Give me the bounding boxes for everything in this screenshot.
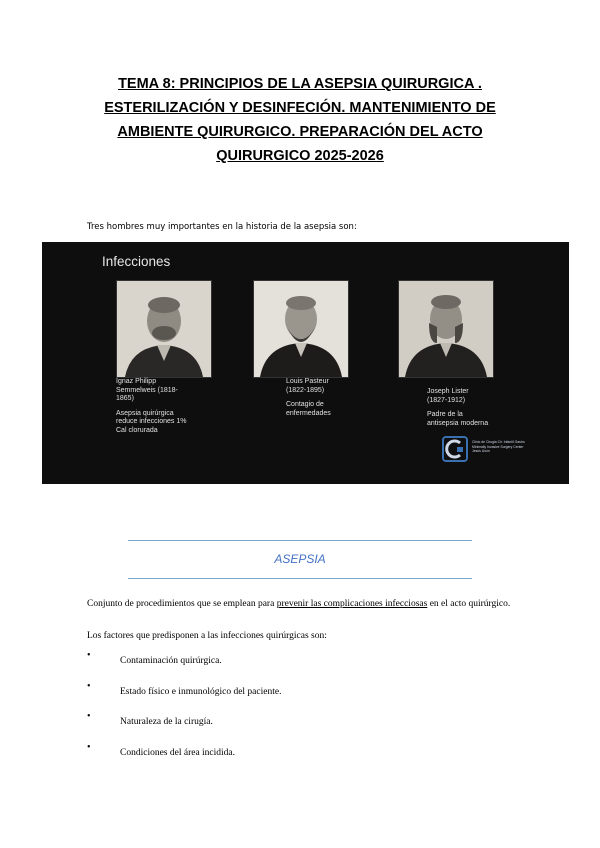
section-divider-top	[128, 540, 472, 541]
bullet-icon: •	[87, 711, 91, 722]
institution-logo-icon	[442, 436, 468, 462]
document-title	[80, 72, 520, 168]
logo-text-line: Minimally Invasive Surgery Center	[472, 444, 524, 449]
bullet-icon: •	[87, 741, 91, 753]
caption-semmelweis	[116, 378, 186, 435]
logo-text-line: Clinic de Cirugia Cir. Infantil Gastro	[472, 440, 525, 444]
caption-line: Asepsia quirúrgica	[116, 409, 174, 417]
caption-line: Ignaz Philipp	[116, 378, 157, 385]
caption-line: Padre de la	[427, 411, 463, 418]
portrait-semmelweis	[116, 280, 212, 378]
portrait-lister	[398, 280, 494, 378]
caption-line: Contagio de	[286, 401, 324, 408]
title-line: TEMA 8: PRINCIPIOS DE LA ASEPSIA QUIRURGICA .	[118, 76, 482, 92]
logo-text-line: Jesús Usón	[472, 449, 490, 453]
section-divider-bottom	[128, 578, 472, 579]
caption-line: enfermedades	[286, 409, 331, 417]
list-item-text: Condiciones del área incidida.	[120, 747, 236, 758]
institution-logo	[442, 436, 562, 464]
caption-line: Joseph Lister	[427, 388, 469, 395]
caption-line: (1822-1895)	[286, 386, 325, 394]
caption-pasteur	[286, 378, 331, 418]
title-line: QUIRURGICO 2025-2026	[216, 148, 384, 164]
definition-paragraph	[87, 598, 517, 611]
bullet-icon: •	[87, 650, 91, 661]
title-line: ESTERILIZACIÓN Y DESINFECIÓN. MANTENIMIENTO DE	[104, 100, 496, 116]
caption-line: Semmelweis (1818-	[116, 386, 178, 394]
portrait-pasteur	[253, 280, 349, 378]
factors-intro: Los factores que predisponen a las infecciones quirúrgicas son:	[87, 631, 327, 641]
list-item-text: Estado físico e inmunológico del paciente.	[120, 686, 282, 697]
title-line: AMBIENTE QUIRURGICO. PREPARACIÓN DEL ACTO	[117, 124, 483, 140]
intro-text: Tres hombres muy importantes en la historia de la asepsia son:	[87, 222, 357, 232]
caption-lister	[427, 388, 488, 428]
caption-line: (1827-1912)	[427, 396, 466, 404]
caption-line: Louis Pasteur	[286, 378, 329, 385]
caption-line: Cal clorurada	[116, 426, 158, 434]
section-title: ASEPSIA	[274, 552, 326, 566]
definition-text: Conjunto de procedimientos que se emplean para	[87, 599, 277, 609]
list-item-text: Naturaleza de la cirugía.	[120, 717, 213, 727]
historical-slide-image	[42, 242, 569, 484]
bullet-icon: •	[87, 680, 91, 692]
caption-line: reduce infecciones 1%	[116, 418, 187, 425]
definition-text-end: en el acto quirúrgico.	[427, 599, 511, 609]
list-item-text: Contaminación quirúrgica.	[120, 656, 222, 666]
definition-underlined-text: prevenir las complicaciones infecciosas	[276, 599, 428, 609]
slide-heading: Infecciones	[102, 254, 171, 269]
caption-line: antisepsia moderna	[427, 419, 489, 427]
caption-line: 1865)	[116, 395, 134, 402]
